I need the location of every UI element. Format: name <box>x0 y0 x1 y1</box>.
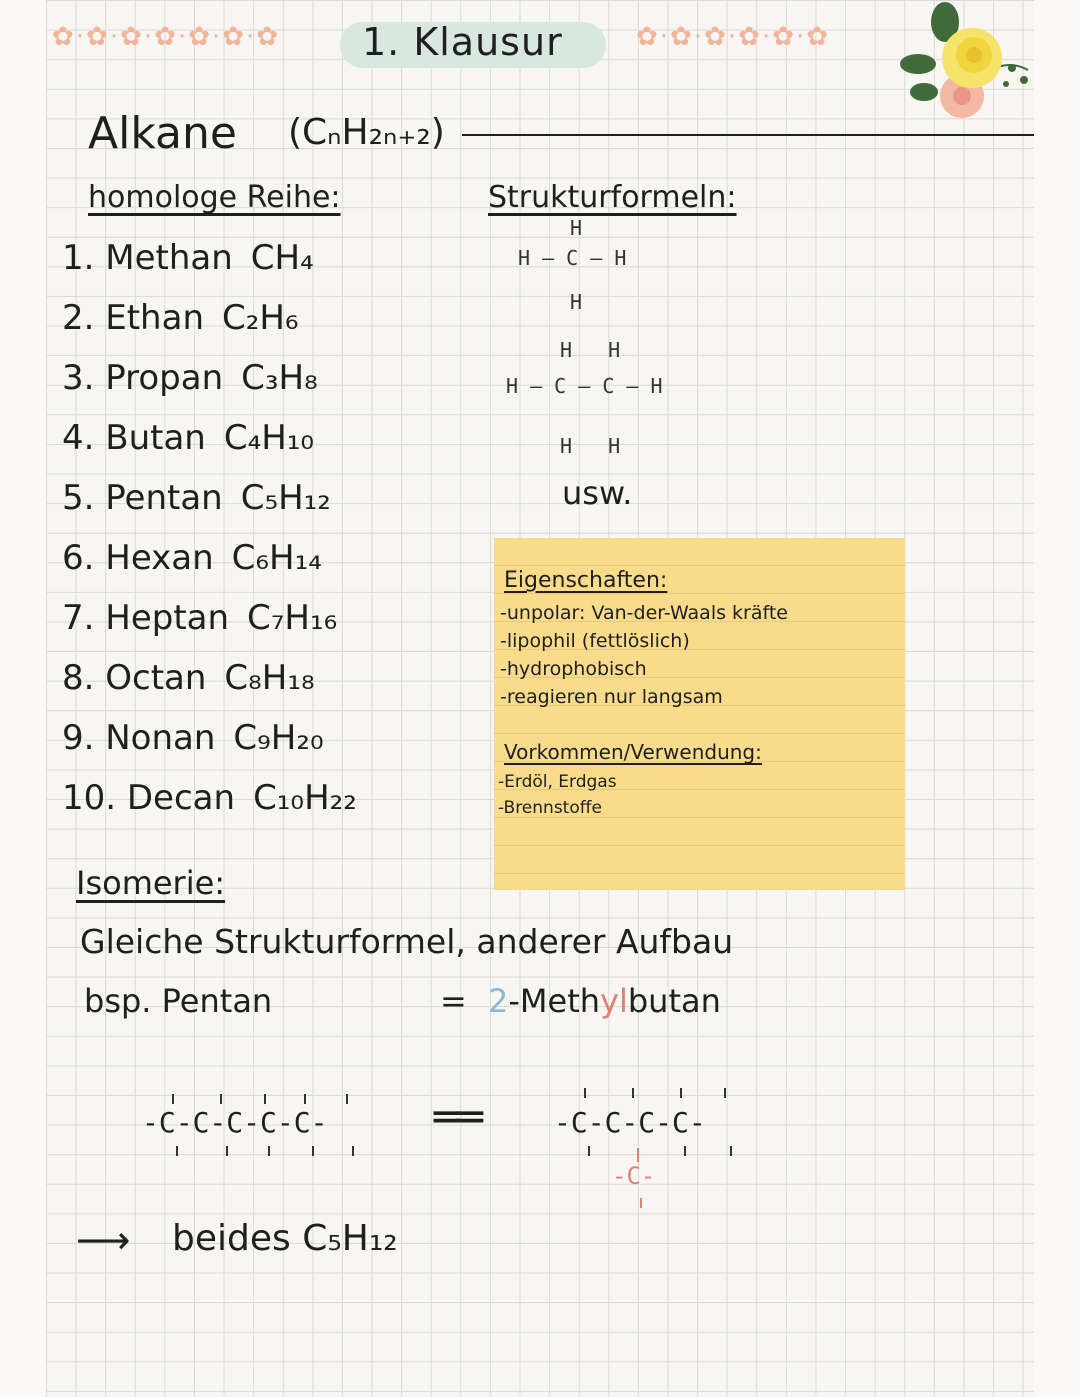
list-item <box>62 538 322 578</box>
alkane-formula: C₉H₂₀ <box>233 718 324 758</box>
alkane-formula: C₇H₁₆ <box>247 598 338 638</box>
bond-tick <box>264 1094 266 1104</box>
general-formula: (CₙH₂ₙ₊₂) <box>288 112 445 153</box>
alkane-name: 1. Methan <box>62 238 233 278</box>
alkane-name: 9. Nonan <box>62 718 216 758</box>
list-item <box>62 238 314 278</box>
property-item: -unpolar: Van-der-Waals kräfte <box>500 602 788 624</box>
alkane-formula: C₄H₁₀ <box>223 418 315 458</box>
usage-item: -Brennstoffe <box>498 798 602 818</box>
methyl-branch: -C- <box>612 1162 656 1190</box>
bond-tick <box>730 1146 732 1156</box>
heading-rule <box>462 134 1034 136</box>
bond-tick <box>684 1146 686 1156</box>
methane-bottom: H <box>570 290 583 314</box>
bond-tick <box>680 1088 682 1098</box>
branch-bond <box>640 1198 642 1208</box>
methylbutane-chain: -C-C-C-C- <box>554 1106 706 1139</box>
etc-label: usw. <box>562 474 633 512</box>
bond-tick <box>724 1088 726 1098</box>
pentane-chain: -C-C-C-C-C- <box>142 1106 328 1139</box>
alkane-formula: C₂H₆ <box>222 298 299 338</box>
example-meth: -Meth <box>508 982 601 1020</box>
example-equals: = <box>440 982 467 1020</box>
list-item <box>62 598 337 638</box>
isomerism-heading: Isomerie: <box>76 864 226 902</box>
homologous-series-heading: homologe Reihe: <box>88 180 341 215</box>
list-item <box>62 358 318 398</box>
alkane-formula: C₁₀H₂₂ <box>253 778 357 818</box>
list-item <box>62 778 357 818</box>
isomerism-definition: Gleiche Strukturformel, anderer Aufbau <box>80 922 734 961</box>
conclusion: beides C₅H₁₂ <box>172 1218 398 1259</box>
list-item <box>62 418 314 458</box>
ethane-bottom: H H <box>560 434 621 458</box>
alkane-formula: CH₄ <box>250 238 314 278</box>
page-title: 1. Klausur <box>362 20 563 64</box>
alkane-formula: C₅H₁₂ <box>240 478 331 518</box>
structural-heading: Strukturformeln: <box>488 180 737 215</box>
flower-icon <box>900 0 1035 125</box>
bond-tick <box>176 1146 178 1156</box>
right-decoration: ✿·✿·✿·✿·✿·✿ <box>636 22 831 52</box>
alkane-name: 10. Decan <box>62 778 236 818</box>
example-prefix: bsp. Pentan <box>84 982 273 1020</box>
property-item: -hydrophobisch <box>500 658 647 680</box>
section-heading: Alkane <box>88 108 237 159</box>
bond-tick <box>268 1146 270 1156</box>
equivalence-sign: ══ <box>434 1092 479 1143</box>
bond-tick <box>220 1094 222 1104</box>
example-name <box>488 982 721 1020</box>
bond-tick <box>584 1088 586 1098</box>
bond-tick <box>632 1088 634 1098</box>
alkane-name: 8. Octan <box>62 658 207 698</box>
alkane-name: 7. Heptan <box>62 598 230 638</box>
alkane-formula: C₃H₈ <box>241 358 318 398</box>
alkane-name: 5. Pentan <box>62 478 223 518</box>
list-item <box>62 298 299 338</box>
usage-item: -Erdöl, Erdgas <box>498 772 617 792</box>
bond-tick <box>588 1146 590 1156</box>
usage-heading: Vorkommen/Verwendung: <box>504 740 762 764</box>
property-item: -reagieren nur langsam <box>500 686 723 708</box>
properties-heading: Eigenschaften: <box>504 568 668 593</box>
list-item <box>62 478 331 518</box>
example-number: 2 <box>488 982 509 1020</box>
branch-bond <box>637 1148 639 1162</box>
ethane-top: H H <box>560 338 621 362</box>
left-decoration: ✿·✿·✿·✿·✿·✿·✿ <box>52 22 281 52</box>
alkane-name: 3. Propan <box>62 358 224 398</box>
bond-tick <box>172 1094 174 1104</box>
property-item: -lipophil (fettlöslich) <box>500 630 690 652</box>
bond-tick <box>304 1094 306 1104</box>
alkane-formula: C₆H₁₄ <box>231 538 322 578</box>
example-yl: yl <box>600 982 628 1020</box>
ethane-middle: H – C – C – H <box>506 374 663 398</box>
bond-tick <box>352 1146 354 1156</box>
methane-top: H <box>570 216 583 240</box>
alkane-name: 4. Butan <box>62 418 206 458</box>
bond-tick <box>312 1146 314 1156</box>
alkane-name: 6. Hexan <box>62 538 214 578</box>
alkane-formula: C₈H₁₈ <box>224 658 315 698</box>
list-item <box>62 718 324 758</box>
list-item <box>62 658 315 698</box>
methane-middle: H – C – H <box>518 246 627 270</box>
bond-tick <box>346 1094 348 1104</box>
alkane-name: 2. Ethan <box>62 298 204 338</box>
bond-tick <box>226 1146 228 1156</box>
example-rest: butan <box>627 982 721 1020</box>
arrow-icon: ⟶ <box>76 1218 131 1262</box>
